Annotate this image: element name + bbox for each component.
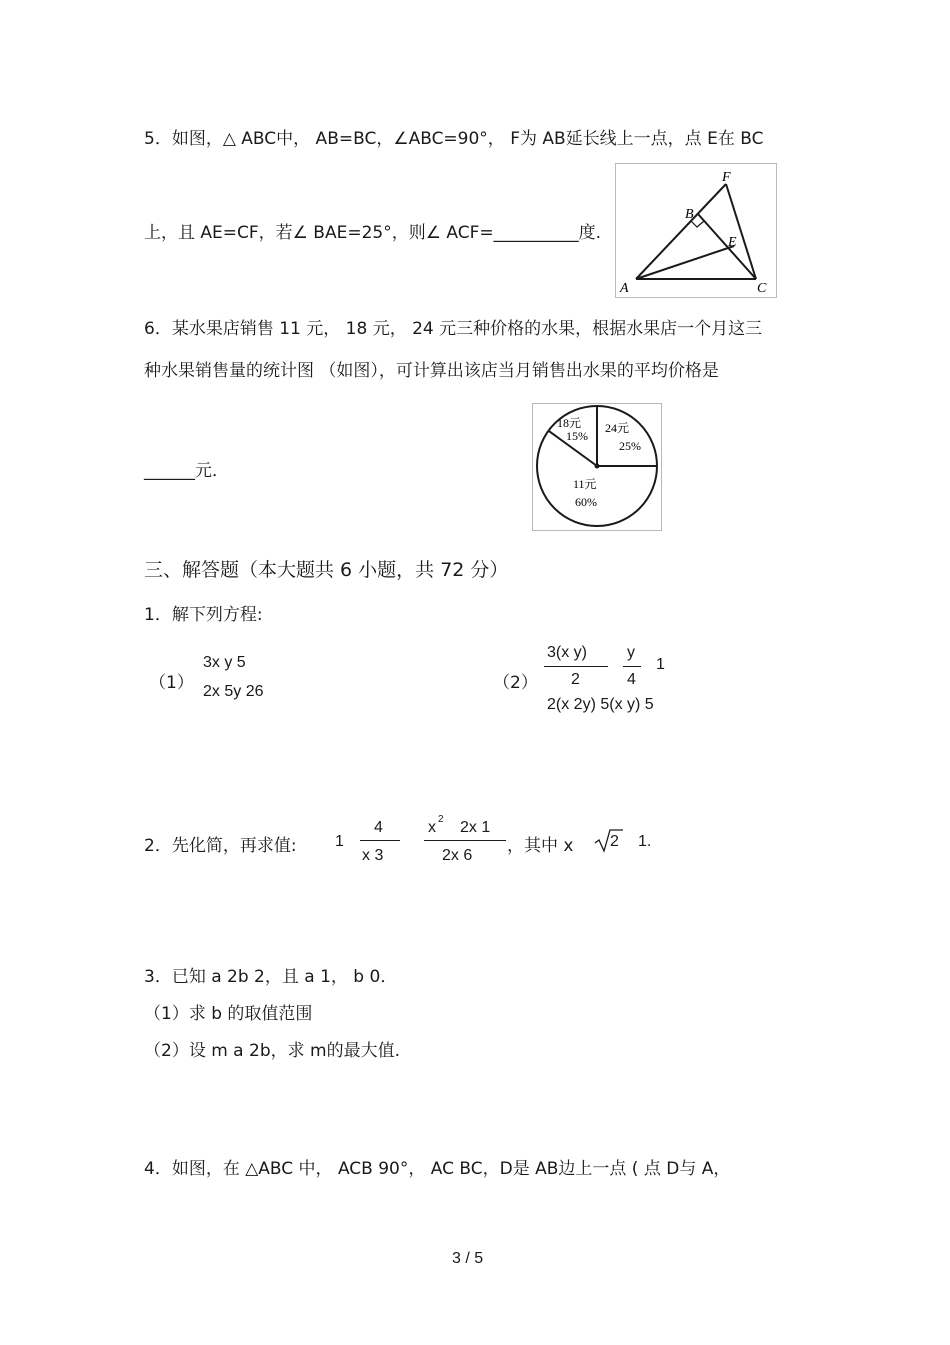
p2-frac2-num-rest: 2x 1 [460, 819, 491, 836]
label-e: E [728, 235, 737, 250]
p1-sub2-den1: 2 [571, 671, 580, 688]
p2-frac2-num-x: x [428, 819, 436, 836]
p1-sub2-num2: y [627, 644, 635, 661]
p2-tail: ，其中 x [507, 836, 574, 856]
sqrt-icon [594, 828, 624, 854]
pie-label-11: 11元 [573, 477, 597, 491]
p2-frac1-num: 4 [374, 819, 383, 836]
q5-line-1: 5．如图，△ ABC中， AB=BC，∠ABC=90°， F为 AB延长线上一点，点 E在 BC [144, 129, 764, 149]
p1-sub2-rhs: 1 [656, 656, 665, 673]
p1-title: 1．解下列方程: [144, 605, 263, 625]
p1-sub1-eq2: 2x 5y 26 [203, 683, 264, 700]
p2-fraction-bar-1 [360, 840, 400, 841]
segment-bc [698, 214, 756, 279]
q6-line-2: 种水果销售量的统计图 （如图），可计算出该店当月销售出水果的平均价格是 [144, 361, 719, 381]
pie-value-11: 60% [575, 495, 597, 509]
p2-frac2-den: 2x 6 [442, 847, 473, 864]
p1-sub1-label: （1） [149, 673, 194, 693]
label-f: F [722, 170, 731, 185]
pie-chart [533, 404, 661, 530]
p1-sub2-label: （2） [493, 673, 538, 693]
section-3-title: 三、解答题（本大题共 6 小题，共 72 分） [144, 559, 509, 581]
q5-line-2: 上，且 AE=CF，若∠ BAE=25°，则∠ ACF=__________度. [144, 223, 601, 243]
label-c: C [757, 281, 767, 296]
p3-line-1: 3．已知 a 2b 2，且 a 1， b 0． [144, 967, 398, 987]
p2-frac1-den: x 3 [362, 847, 384, 864]
label-a: A [620, 281, 629, 296]
p3-line-2: （1）求 b 的取值范围 [144, 1004, 313, 1024]
p2-lead: 2．先化简，再求值: [144, 836, 297, 856]
q6-line-3: ______元． [144, 461, 229, 481]
segment-fc [726, 184, 756, 279]
triangle-figure [615, 163, 777, 298]
p2-frac2-num-sup: 2 [438, 814, 444, 825]
p1-sub2-fraction-bar-2 [623, 666, 641, 667]
p1-sub2-eq2: 2(x 2y) 5(x y) 5 [547, 696, 654, 713]
label-b: B [685, 207, 694, 222]
triangle-diagram [616, 164, 776, 297]
pie-value-24: 25% [619, 439, 641, 453]
pie-chart-figure [532, 403, 662, 531]
page-number: 3 / 5 [452, 1250, 484, 1267]
pie-center-dot [595, 464, 600, 469]
p1-sub2-fraction-bar-1 [544, 666, 608, 667]
pie-label-18: 18元 [557, 416, 582, 430]
p1-sub2-den2: 4 [627, 671, 636, 688]
p1-sub2-num1: 3(x y) [547, 644, 587, 661]
p2-end: 1. [638, 833, 652, 850]
p1-sub1-eq1: 3x y 5 [203, 654, 246, 671]
p2-fraction-bar-2 [424, 840, 506, 841]
p4-line-1: 4．如图，在 △ABC 中， ACB 90°， AC BC，D是 AB边上一点 ( 点 D与 A， [144, 1159, 731, 1179]
p2-one: 1 [335, 833, 344, 850]
pie-value-18: 15% [566, 429, 588, 443]
q6-line-1: 6．某水果店销售 11 元， 18 元， 24 元三种价格的水果，根据水果店一个月这三 [144, 319, 763, 339]
p2-sqrt-val: 2 [610, 833, 619, 850]
p3-line-3: （2）设 m a 2b，求 m的最大值. [144, 1041, 400, 1061]
pie-label-24: 24元 [605, 421, 630, 435]
